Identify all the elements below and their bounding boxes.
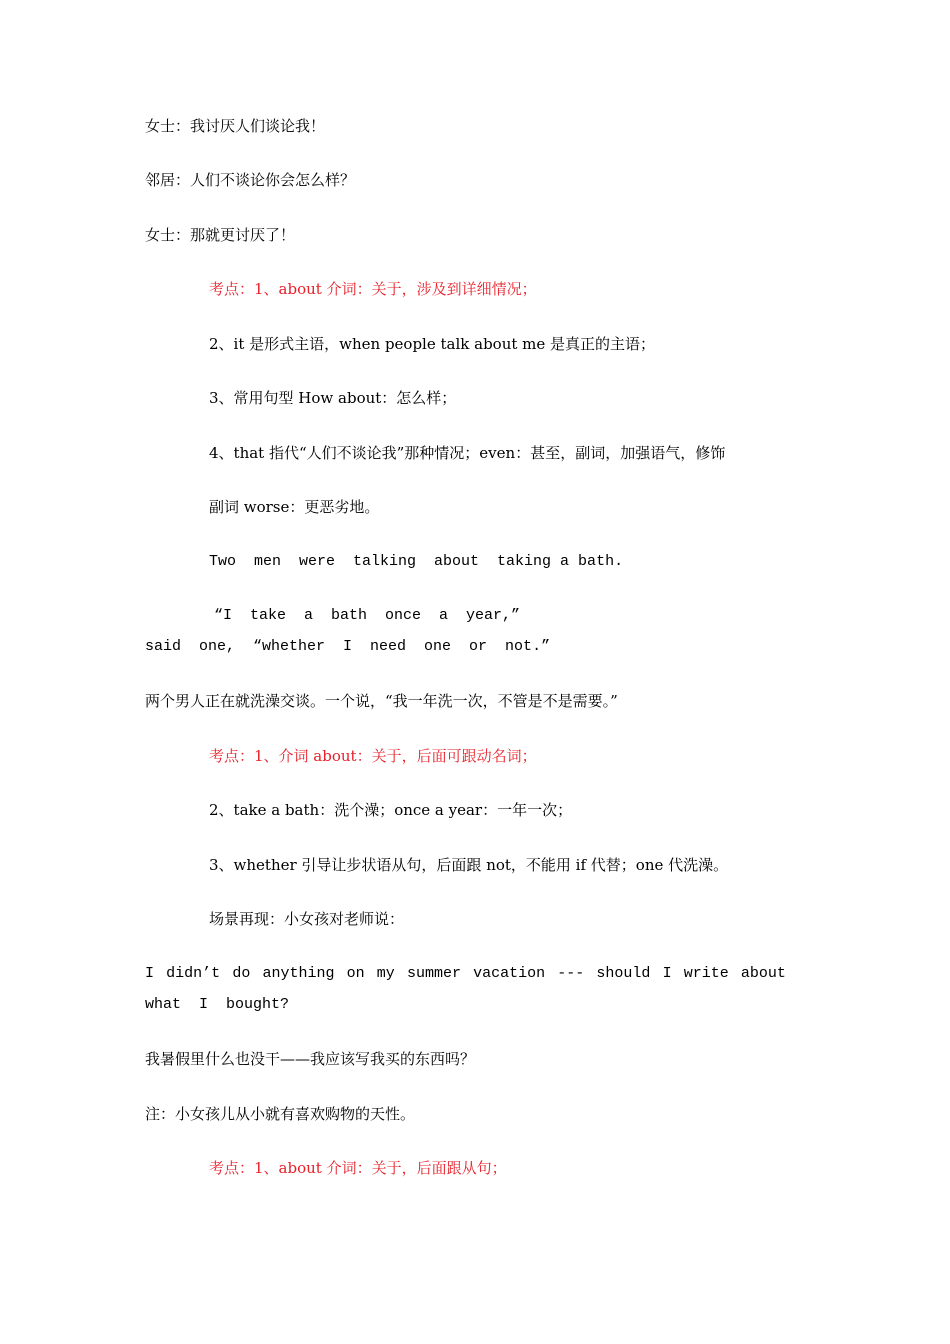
quote-word: summer [406,965,461,982]
dialogue-woman-line-1: 女士：我讨厌人们谈论我！ [145,117,326,135]
key-point-item: 2、it 是形式主语，when people talk about me 是真正的主语； [209,335,656,353]
english-joke-line-3: said one, “whether I need one or not.” [145,638,551,655]
quote-word: on [346,965,365,982]
quote-word: my [376,965,395,982]
key-point-item: 3、whether 引导让步状语从句，后面跟 not，不能用 if 代替；one 代洗澡。 [209,856,729,874]
key-point-item: 4、that 指代“人们不谈论我”那种情况；even：甚至，副词，加强语气，修饰 [209,444,726,462]
joke-translation: 两个男人正在就洗澡交谈。一个说，“我一年洗一次，不管是不是需要。” [145,692,618,710]
dialogue-neighbor-line: 邻居：人们不谈论你会怎么样？ [145,171,356,189]
quote-word: I [145,965,155,982]
key-point-item: 3、常用句型 How about：怎么样； [209,389,457,407]
scene-intro: 场景再现：小女孩对老师说： [209,910,405,928]
quote-word: --- [557,965,585,982]
quote-word: should [596,965,651,982]
quote-word: do [232,965,251,982]
scene-note: 注：小女孩儿从小就有喜欢购物的天性。 [145,1105,416,1123]
quote-word: anything [262,965,335,982]
english-joke-line-2: “I take a bath once a year,” [214,607,521,624]
key-point-heading-2: 考点：1、介词 about：关于，后面可跟动名词； [209,747,537,765]
english-quote-line-2: what I bought? [145,996,290,1013]
quote-translation: 我暑假里什么也没干——我应该写我买的东西吗？ [145,1050,476,1068]
dialogue-woman-line-2: 女士：那就更讨厌了！ [145,226,296,244]
key-point-item: 2、take a bath：洗个澡；once a year：一年一次； [209,801,573,819]
key-point-heading-1: 考点：1、about 介词：关于，涉及到详细情况； [209,280,537,298]
english-quote-line-1 [145,964,786,984]
quote-word: I [662,965,672,982]
key-point-heading-3: 考点：1、about 介词：关于，后面跟从句； [209,1159,507,1177]
quote-word: about [740,965,786,982]
quote-word: write [683,965,729,982]
quote-word: didn’t [166,965,221,982]
quote-word: vacation [473,965,546,982]
english-joke-line-1: Two men were talking about taking a bath. [209,553,624,570]
key-point-item-continued: 副词 worse：更恶劣地。 [209,498,380,516]
